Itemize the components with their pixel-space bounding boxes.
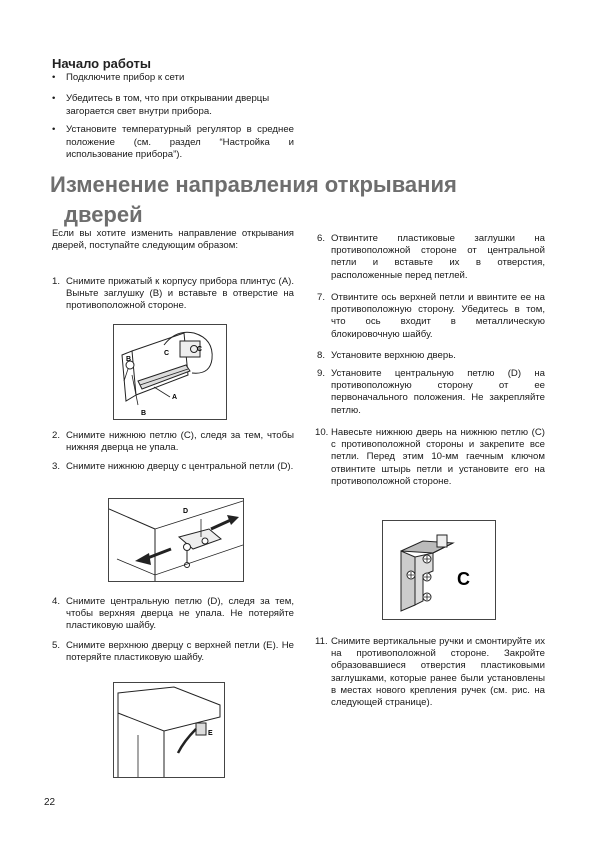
step-item: [317, 233, 545, 282]
step-text: Снимите нижнюю петлю (C), следя за тем, чтобы нижняя дверца не упала.: [66, 430, 294, 454]
bullet-dot: •: [52, 124, 56, 135]
step-text: Отвинтите пластиковые заглушки на противоположной стороне от центральной петли и вставьте их в отверстия, расположенные перед петлей.: [331, 233, 545, 281]
label-a: A: [172, 394, 178, 401]
figure-top-hinge: [113, 682, 225, 778]
step-item: [315, 636, 545, 709]
step-item: [317, 350, 545, 362]
step-item: [317, 368, 545, 417]
center-hinge-diagram: [109, 499, 243, 581]
label-c-right: C: [197, 346, 203, 353]
step-text: Снимите верхнюю дверцу с верхней петли (E). Не потеряйте пластиковую шайбу.: [66, 640, 294, 664]
step-text: Навесьте нижнюю дверь на нижнюю петлю (C) с противоположной стороны и закрепите все петли. Перед этим 10-мм гаечным ключом отвинтите штырь петли и установите его на противоположной стороне.: [331, 427, 545, 487]
step-number: 9.: [317, 368, 326, 379]
step-text: Снимите нижнюю дверцу с центральной петли (D).: [66, 461, 294, 472]
plinth-diagram: [114, 325, 226, 419]
bullet-dot: •: [52, 93, 56, 104]
step-text: Снимите вертикальные ручки и смонтируйте их на противоположной стороне. Закройте образовавшиеся отверстия пластиковыми заглушками, которые ранее были установлены в местах нового крепления ручек (см. рис. на следующей странице).: [331, 636, 545, 709]
step-number: 5.: [52, 640, 61, 651]
figure-lower-hinge: [382, 520, 496, 620]
page-number: 22: [44, 797, 56, 808]
figure-center-hinge: [108, 498, 244, 582]
step-number: 6.: [317, 233, 326, 244]
step-number: 11.: [315, 636, 328, 647]
label-b-top: B: [126, 356, 132, 363]
bullet-item: [52, 93, 294, 118]
intro-paragraph: Если вы хотите изменить направление открывания дверей, поступайте следующим образом:: [52, 228, 294, 252]
bullet-item: [52, 72, 294, 85]
bullet-text: Установите температурный регулятор в среднее положение (см. раздел “Настройка и использование прибора”).: [66, 124, 294, 160]
step-item: [52, 461, 294, 473]
step-number: 4.: [52, 596, 61, 607]
label-c-large: C: [457, 569, 470, 589]
step-number: 1.: [52, 276, 61, 287]
step-item: [52, 640, 294, 664]
step-number: 2.: [52, 430, 61, 441]
step-text: Отвинтите ось верхней петли и ввинтите ее на противоположную сторону. Убедитесь в том, что ось входит в металлическую блокировочную шайбу.: [331, 292, 545, 340]
bullet-dot: •: [52, 72, 56, 83]
figure-plinth-removal: [113, 324, 227, 420]
bullet-text: Подключите прибор к сети: [66, 72, 185, 83]
step-number: 8.: [317, 350, 326, 361]
step-text: Снимите прижатый к корпусу прибора плинтус (A). Выньте заглушку (B) и вставьте в отверстие на противоположной стороне.: [66, 276, 294, 312]
step-item: [52, 276, 294, 313]
label-d: D: [183, 508, 189, 515]
label-c-left: C: [164, 350, 170, 357]
step-item: [315, 427, 545, 488]
bullet-item: [52, 124, 294, 162]
step-number: 7.: [317, 292, 326, 303]
top-hinge-diagram: [114, 683, 224, 777]
step-item: [52, 596, 294, 633]
step-number: 3.: [52, 461, 61, 472]
step-number: 10.: [315, 427, 329, 438]
bullet-text: Убедитесь в том, что при открывании дверцы загорается свет внутри прибора.: [66, 93, 270, 117]
label-e: E: [208, 730, 213, 737]
step-text: Снимите центральную петлю (D), следя за тем, чтобы верхняя дверца не упала. Не потеряйте пластиковую шайбу.: [66, 596, 294, 632]
lower-hinge-diagram: [383, 521, 495, 619]
step-item: [317, 292, 545, 341]
heading-line-1: Изменение направления открывания: [50, 172, 457, 197]
step-text: Установите центральную петлю (D) на противоположную сторону от ее первоначального положения. Не закрепляйте петлю.: [331, 368, 545, 416]
section-title: Начало работы: [52, 56, 151, 71]
label-b-bottom: B: [141, 410, 147, 417]
page-heading: [50, 170, 550, 230]
step-item: [52, 430, 294, 454]
step-text: Установите верхнюю дверь.: [331, 350, 456, 361]
heading-line-2: дверей: [64, 202, 143, 227]
